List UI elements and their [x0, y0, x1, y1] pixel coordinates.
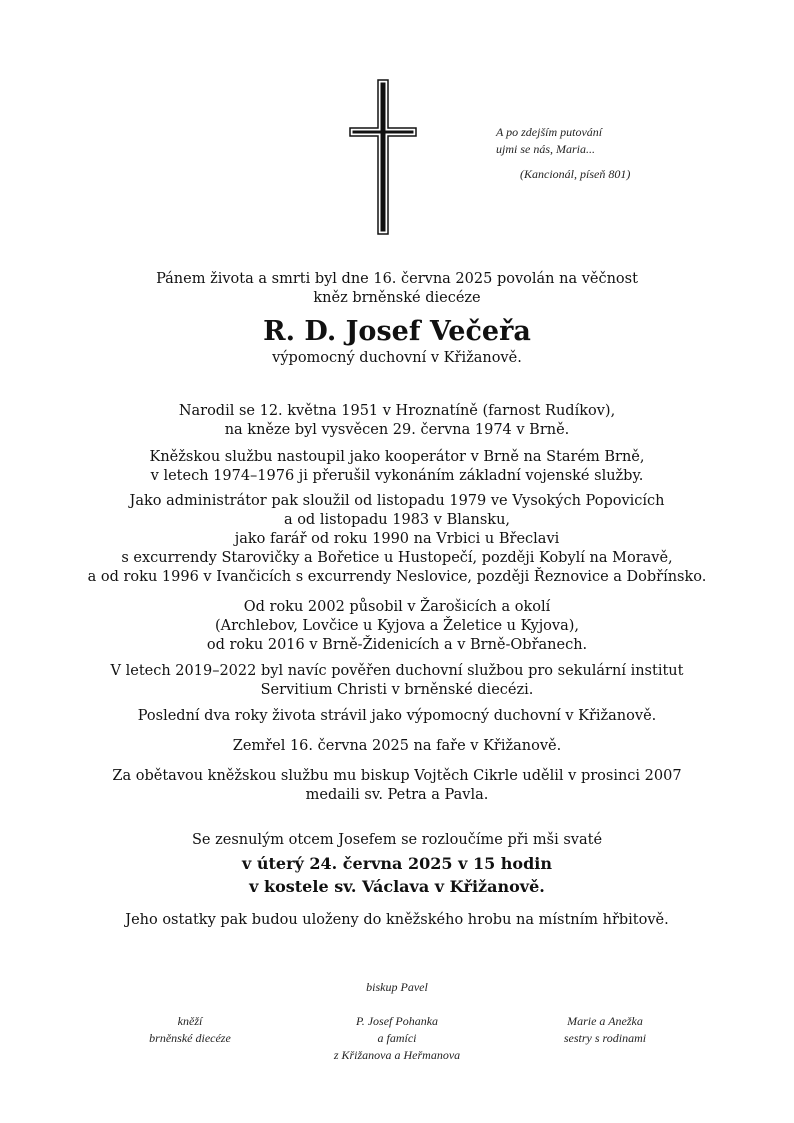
bio-paragraph	[0, 707, 794, 726]
burial-note: Jeho ostatky pak budou uloženy do kněžského hrobu na místním hřbitově.	[125, 912, 669, 928]
bio-line: od roku 2016 v Brně-Židenicích a v Brně-Obřanech.	[206, 637, 588, 653]
bio-line: a od listopadu 1983 v Blansku,	[283, 512, 511, 528]
bio-paragraph	[0, 767, 794, 805]
bio-paragraph	[0, 492, 794, 587]
bio-paragraph	[0, 737, 794, 756]
signature-line: sestry s rodinami	[563, 1031, 647, 1045]
bio-line: medaili sv. Petra a Pavla.	[305, 787, 489, 803]
bio-line: jako farář od roku 1990 na Vrbici u Břeclavi	[234, 531, 560, 547]
signature-family	[287, 1013, 507, 1064]
cross-icon	[348, 78, 418, 238]
signature-bishop: biskup Pavel	[366, 980, 428, 994]
bio-line: Jako administrátor pak sloužil od listopadu 1979 ve Vysokých Popovicích	[129, 493, 665, 509]
bio-paragraph	[0, 662, 794, 700]
bio-line: Za obětavou kněžskou službu mu biskup Vojtěch Cikrle udělil v prosinci 2007	[112, 768, 682, 784]
role: výpomocný duchovní v Křižanově.	[272, 350, 522, 366]
quote	[496, 124, 696, 183]
signature-line: Marie a Anežka	[567, 1014, 643, 1028]
bio-line: Narodil se 12. května 1951 v Hroznatíně (farnost Rudíkov),	[178, 403, 616, 419]
quote-line: ujmi se nás, Maria...	[496, 142, 595, 156]
intro-line: Pánem života a smrti byl dne 16. června 2025 povolán na věčnost	[156, 271, 638, 287]
bio-line: (Archlebov, Lovčice u Kyjova a Želetice u Kyjova),	[214, 618, 580, 634]
bio-paragraph	[0, 402, 794, 440]
signature-sisters	[525, 1013, 685, 1047]
quote-line: A po zdejším putování	[496, 125, 603, 139]
bio-paragraph	[0, 598, 794, 655]
funeral-date: v úterý 24. června 2025 v 15 hodin	[242, 854, 552, 873]
signature-line: kněží	[177, 1014, 203, 1028]
funeral-place: v kostele sv. Václava v Křižanově.	[249, 877, 545, 896]
bio-line: a od roku 1996 v Ivančicích s excurrendy Neslovice, později Řeznovice a Dobřínsko.	[87, 569, 707, 585]
signature-line: z Křižanova a Heřmanova	[333, 1048, 461, 1062]
bio-line: Zemřel 16. června 2025 na faře v Křižanově.	[232, 738, 562, 754]
bio-line: s excurrendy Starovičky a Bořetice u Hustopečí, později Kobylí na Moravě,	[121, 550, 673, 566]
deceased-name: R. D. Josef Večeřa	[263, 316, 531, 347]
bio-line: Poslední dva roky života strávil jako výpomocný duchovní v Křižanově.	[137, 708, 657, 724]
intro	[0, 270, 794, 308]
bio-line: v letech 1974–1976 ji přerušil vykonáním základní vojenské služby.	[150, 468, 644, 484]
bio-line: V letech 2019–2022 byl navíc pověřen duchovní službou pro sekulární institut	[110, 663, 684, 679]
intro-line: kněz brněnské diecéze	[313, 290, 481, 306]
bio-paragraph	[0, 448, 794, 486]
signature-priests	[110, 1013, 270, 1047]
signature-line: P. Josef Pohanka	[355, 1014, 439, 1028]
bio-line: Kněžskou službu nastoupil jako kooperátor v Brně na Starém Brně,	[149, 449, 645, 465]
bio-line: na kněze byl vysvěcen 29. června 1974 v Brně.	[224, 422, 570, 438]
signature-line: a famíci	[377, 1031, 417, 1045]
signature-line: brněnské diecéze	[149, 1031, 231, 1045]
bio-line: Servitium Christi v brněnské diecézi.	[260, 682, 534, 698]
funeral-intro: Se zesnulým otcem Josefem se rozloučíme při mši svaté	[191, 832, 603, 848]
bio-line: Od roku 2002 působil v Žarošicích a okolí	[243, 599, 551, 615]
quote-source: (Kancionál, píseň 801)	[520, 167, 631, 181]
